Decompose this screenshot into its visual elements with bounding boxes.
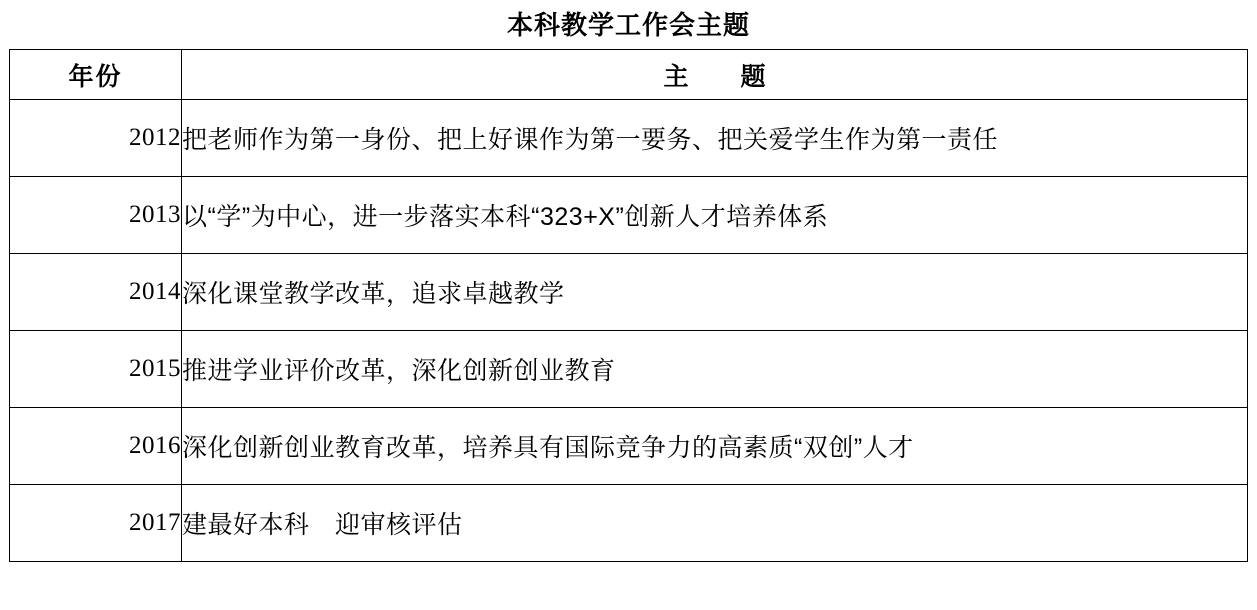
cell-year: 2014	[10, 254, 182, 331]
table-row	[10, 177, 1248, 254]
cell-theme: 深化课堂教学改革，追求卓越教学	[182, 254, 1248, 331]
table-header-row	[10, 50, 1248, 100]
table-row	[10, 254, 1248, 331]
cell-year: 2012	[10, 100, 182, 177]
page-title: 本科教学工作会主题	[506, 10, 750, 40]
table-row	[10, 100, 1248, 177]
column-header-theme	[182, 50, 1248, 100]
cell-theme: 以“学”为中心，进一步落实本科“323+X”创新人才培养体系	[182, 177, 1248, 254]
column-header-theme-text: 主 题	[663, 62, 788, 91]
cell-year: 2016	[10, 408, 182, 485]
cell-year: 2017	[10, 485, 182, 562]
cell-theme: 深化创新创业教育改革，培养具有国际竞争力的高素质“双创”人才	[182, 408, 1248, 485]
table-row	[10, 485, 1248, 562]
cell-year: 2015	[10, 331, 182, 408]
column-header-year: 年份	[10, 50, 182, 100]
cell-theme: 建最好本科 迎审核评估	[182, 485, 1248, 562]
cell-year: 2013	[10, 177, 182, 254]
cell-theme: 把老师作为第一身份、把上好课作为第一要务、把关爱学生作为第一责任	[182, 100, 1248, 177]
undergraduate-teaching-theme-table	[9, 49, 1248, 562]
table-row	[10, 408, 1248, 485]
cell-theme: 推进学业评价改革，深化创新创业教育	[182, 331, 1248, 408]
table-row	[10, 331, 1248, 408]
